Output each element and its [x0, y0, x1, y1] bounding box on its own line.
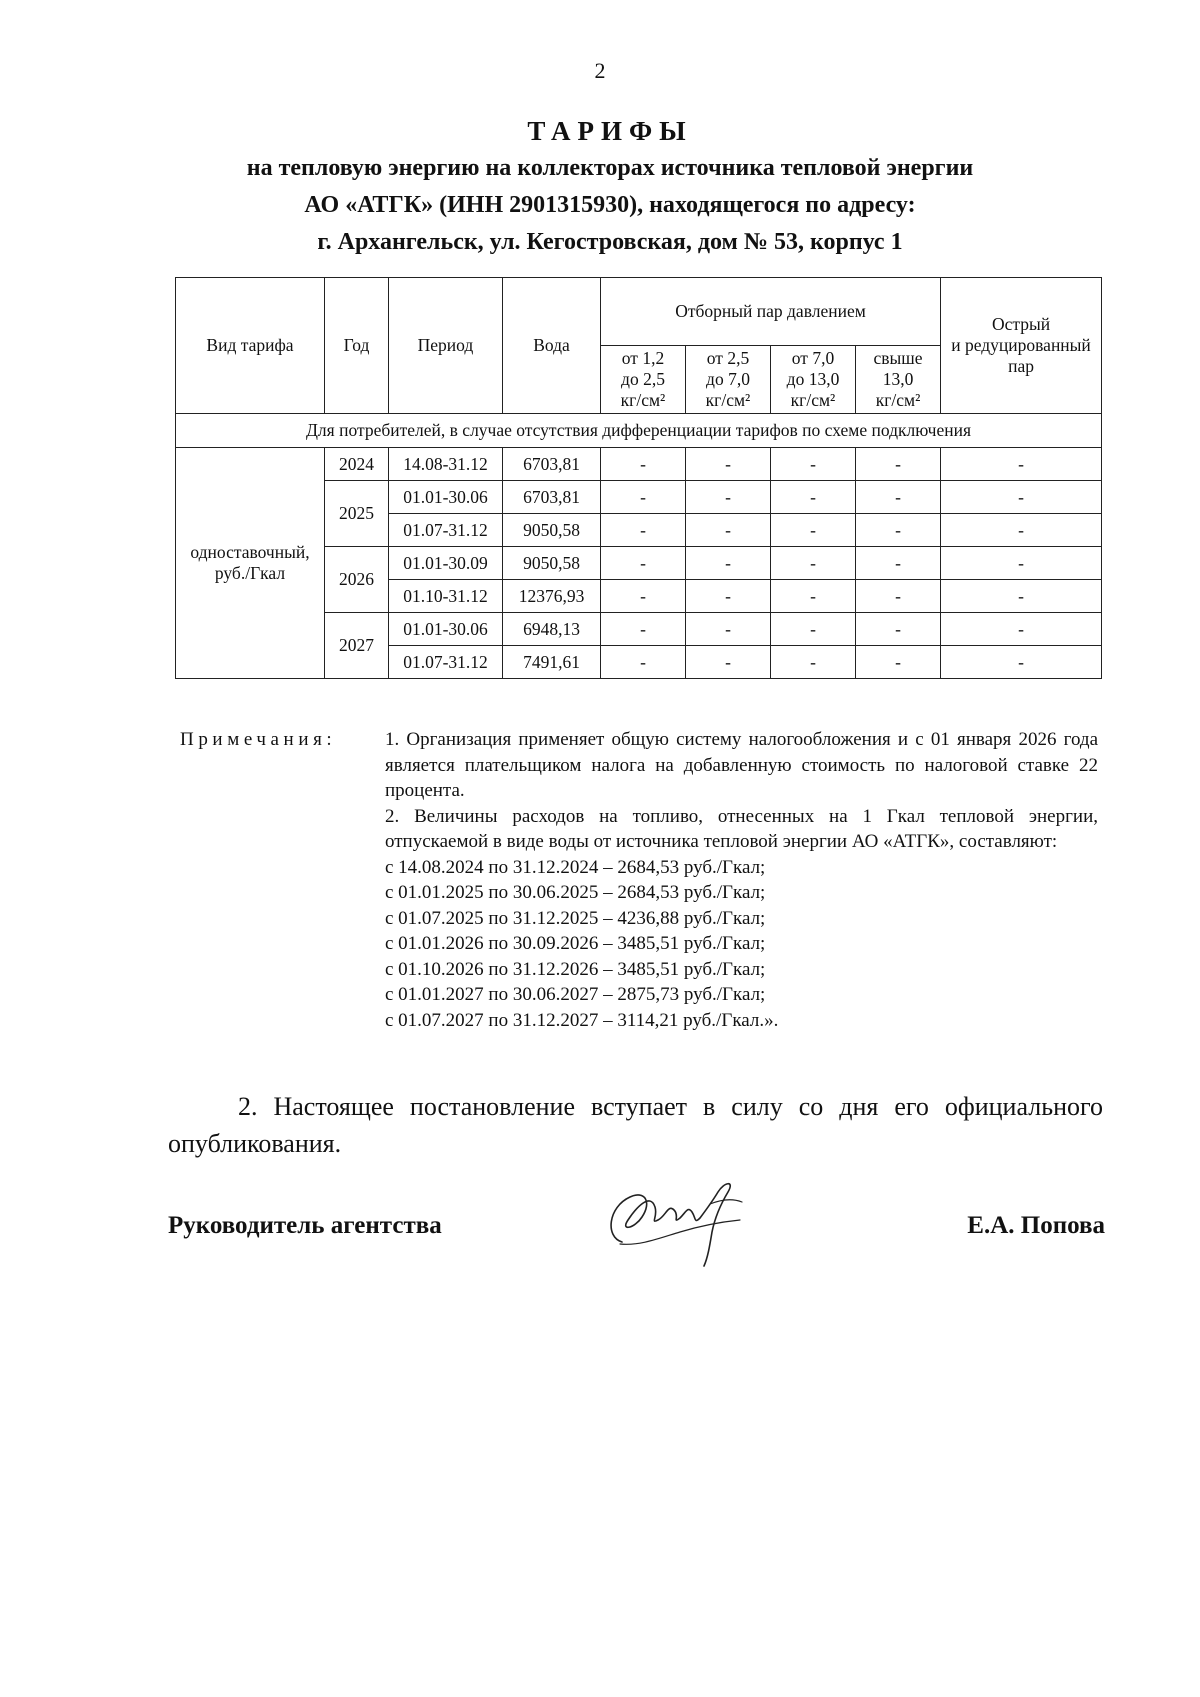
header-hot-steam-line1: Острый — [991, 314, 1051, 334]
title-main: ТАРИФЫ — [527, 116, 693, 146]
final-paragraph — [168, 1088, 1103, 1162]
steam-cell: - — [771, 481, 856, 514]
steam-col-3-unit: кг/см² — [790, 390, 836, 410]
period-cell: 14.08-31.12 — [389, 448, 503, 481]
header-steam-col-3 — [771, 346, 856, 414]
steam-cell: - — [856, 646, 941, 679]
header-hot-steam — [941, 278, 1102, 414]
steam-cell: - — [601, 547, 686, 580]
steam-cell: - — [856, 613, 941, 646]
page-number: 2 — [594, 58, 606, 83]
water-cell: 6703,81 — [503, 448, 601, 481]
steam-cell: - — [686, 514, 771, 547]
steam-col-4-line2: 13,0 — [882, 369, 914, 389]
title-line-2: АО «АТГК» (ИНН 2901315930), находящегося по адресу: — [304, 192, 916, 218]
period-cell: 01.07-31.12 — [389, 646, 503, 679]
hot-steam-cell: - — [941, 613, 1102, 646]
year-cell: 2025 — [325, 481, 389, 547]
notes-label: Примечания: — [180, 729, 337, 750]
steam-cell: - — [601, 448, 686, 481]
header-hot-steam-line2: и редуцированный — [951, 335, 1091, 355]
steam-col-2-line2: до 7,0 — [706, 369, 750, 389]
water-cell: 12376,93 — [503, 580, 601, 613]
steam-cell: - — [771, 613, 856, 646]
water-cell: 6948,13 — [503, 613, 601, 646]
steam-cell: - — [856, 514, 941, 547]
water-cell: 9050,58 — [503, 514, 601, 547]
title-line-1: на тепловую энергию на коллекторах источника тепловой энергии — [246, 155, 974, 181]
tariff-type-line2: руб./Гкал — [214, 563, 286, 583]
water-cell: 6703,81 — [503, 481, 601, 514]
header-water: Вода — [503, 278, 601, 414]
steam-cell: - — [686, 481, 771, 514]
header-hot-steam-line3: пар — [1008, 356, 1034, 376]
section-title: Для потребителей, в случае отсутствия дифференциации тарифов по схеме подключения — [176, 414, 1102, 448]
fuel-cost-line: с 01.01.2027 по 30.06.2027 – 2875,73 руб./Гкал; — [385, 984, 766, 1005]
steam-col-3-line1: от 7,0 — [791, 348, 835, 368]
steam-cell: - — [686, 613, 771, 646]
header-period: Период — [389, 278, 503, 414]
year-cell: 2026 — [325, 547, 389, 613]
tariff-type-line1: одноставочный, — [190, 542, 310, 562]
steam-cell: - — [771, 646, 856, 679]
document-title — [150, 112, 1070, 261]
steam-col-4-unit: кг/см² — [875, 390, 921, 410]
steam-cell: - — [601, 514, 686, 547]
period-cell: 01.01-30.06 — [389, 481, 503, 514]
hot-steam-cell: - — [941, 514, 1102, 547]
header-steam-col-2 — [686, 346, 771, 414]
steam-col-4-line1: свыше — [873, 348, 923, 368]
header-steam-group: Отборный пар давлением — [601, 278, 941, 346]
title-line-3: г. Архангельск, ул. Кегостровская, дом № 53, корпус 1 — [317, 229, 903, 255]
header-steam-col-1 — [601, 346, 686, 414]
steam-cell: - — [771, 514, 856, 547]
fuel-cost-line: с 01.10.2026 по 31.12.2026 – 3485,51 руб./Гкал; — [385, 958, 766, 980]
fuel-cost-line: с 14.08.2024 по 31.12.2024 – 2684,53 руб./Гкал; — [385, 856, 766, 878]
steam-cell: - — [686, 580, 771, 613]
steam-cell: - — [686, 547, 771, 580]
period-cell: 01.10-31.12 — [389, 580, 503, 613]
steam-col-3-line2: до 13,0 — [786, 369, 840, 389]
header-steam-col-4 — [856, 346, 941, 414]
steam-cell: - — [686, 646, 771, 679]
steam-cell: - — [601, 580, 686, 613]
period-cell: 01.07-31.12 — [389, 514, 503, 547]
period-cell: 01.01-30.09 — [389, 547, 503, 580]
header-tariff-type: Вид тарифа — [176, 278, 325, 414]
steam-col-1-line1: от 1,2 — [621, 348, 665, 368]
notes-body — [385, 727, 1098, 1033]
tariff-table — [175, 277, 1102, 679]
year-cell: 2027 — [325, 613, 389, 679]
water-cell: 7491,61 — [503, 646, 601, 679]
steam-col-1-unit: кг/см² — [620, 390, 666, 410]
signer-name: Е.А. Попова — [967, 1212, 1105, 1239]
steam-cell: - — [856, 580, 941, 613]
header-year: Год — [325, 278, 389, 414]
steam-col-2-line1: от 2,5 — [706, 348, 750, 368]
fuel-cost-line: с 01.07.2025 по 31.12.2025 – 4236,88 руб./Гкал; — [385, 907, 766, 929]
steam-cell: - — [856, 481, 941, 514]
hot-steam-cell: - — [941, 448, 1102, 481]
steam-cell: - — [601, 646, 686, 679]
steam-cell: - — [601, 613, 686, 646]
steam-cell: - — [856, 547, 941, 580]
period-cell: 01.01-30.06 — [389, 613, 503, 646]
table-header-row — [176, 278, 1102, 346]
fuel-cost-line: с 01.01.2025 по 30.06.2025 – 2684,53 руб./Гкал; — [385, 882, 766, 903]
note-2: 2. Величины расходов на топливо, отнесенных на 1 Гкал тепловой энергии, отпускаемой в виде воды от источника тепловой энергии АО «АТГК», составляют: — [385, 805, 1098, 852]
fuel-cost-line: с 01.01.2026 по 30.09.2026 – 3485,51 руб./Гкал; — [385, 933, 766, 954]
steam-cell: - — [771, 547, 856, 580]
note-1: 1. Организация применяет общую систему налогообложения и с 01 января 2026 года является плательщиком налога на добавленную стоимость по налоговой ставке 22 процента. — [385, 729, 1098, 801]
steam-cell: - — [771, 448, 856, 481]
steam-cell: - — [771, 580, 856, 613]
table-section-row — [176, 414, 1102, 448]
hot-steam-cell: - — [941, 646, 1102, 679]
final-paragraph-text: 2. Настоящее постановление вступает в силу со дня его официального опубликования. — [168, 1092, 1103, 1158]
signer-role: Руководитель агентства — [168, 1212, 442, 1239]
steam-cell: - — [686, 448, 771, 481]
handwritten-signature — [600, 1162, 780, 1272]
tariff-type-cell — [176, 448, 325, 679]
steam-cell: - — [856, 448, 941, 481]
steam-cell: - — [601, 481, 686, 514]
steam-col-1-line2: до 2,5 — [621, 369, 665, 389]
water-cell: 9050,58 — [503, 547, 601, 580]
hot-steam-cell: - — [941, 547, 1102, 580]
table-row — [176, 448, 1102, 481]
hot-steam-cell: - — [941, 580, 1102, 613]
hot-steam-cell: - — [941, 481, 1102, 514]
steam-col-2-unit: кг/см² — [705, 390, 751, 410]
fuel-cost-line: с 01.07.2027 по 31.12.2027 – 3114,21 руб./Гкал.». — [385, 1009, 779, 1031]
year-cell: 2024 — [325, 448, 389, 481]
